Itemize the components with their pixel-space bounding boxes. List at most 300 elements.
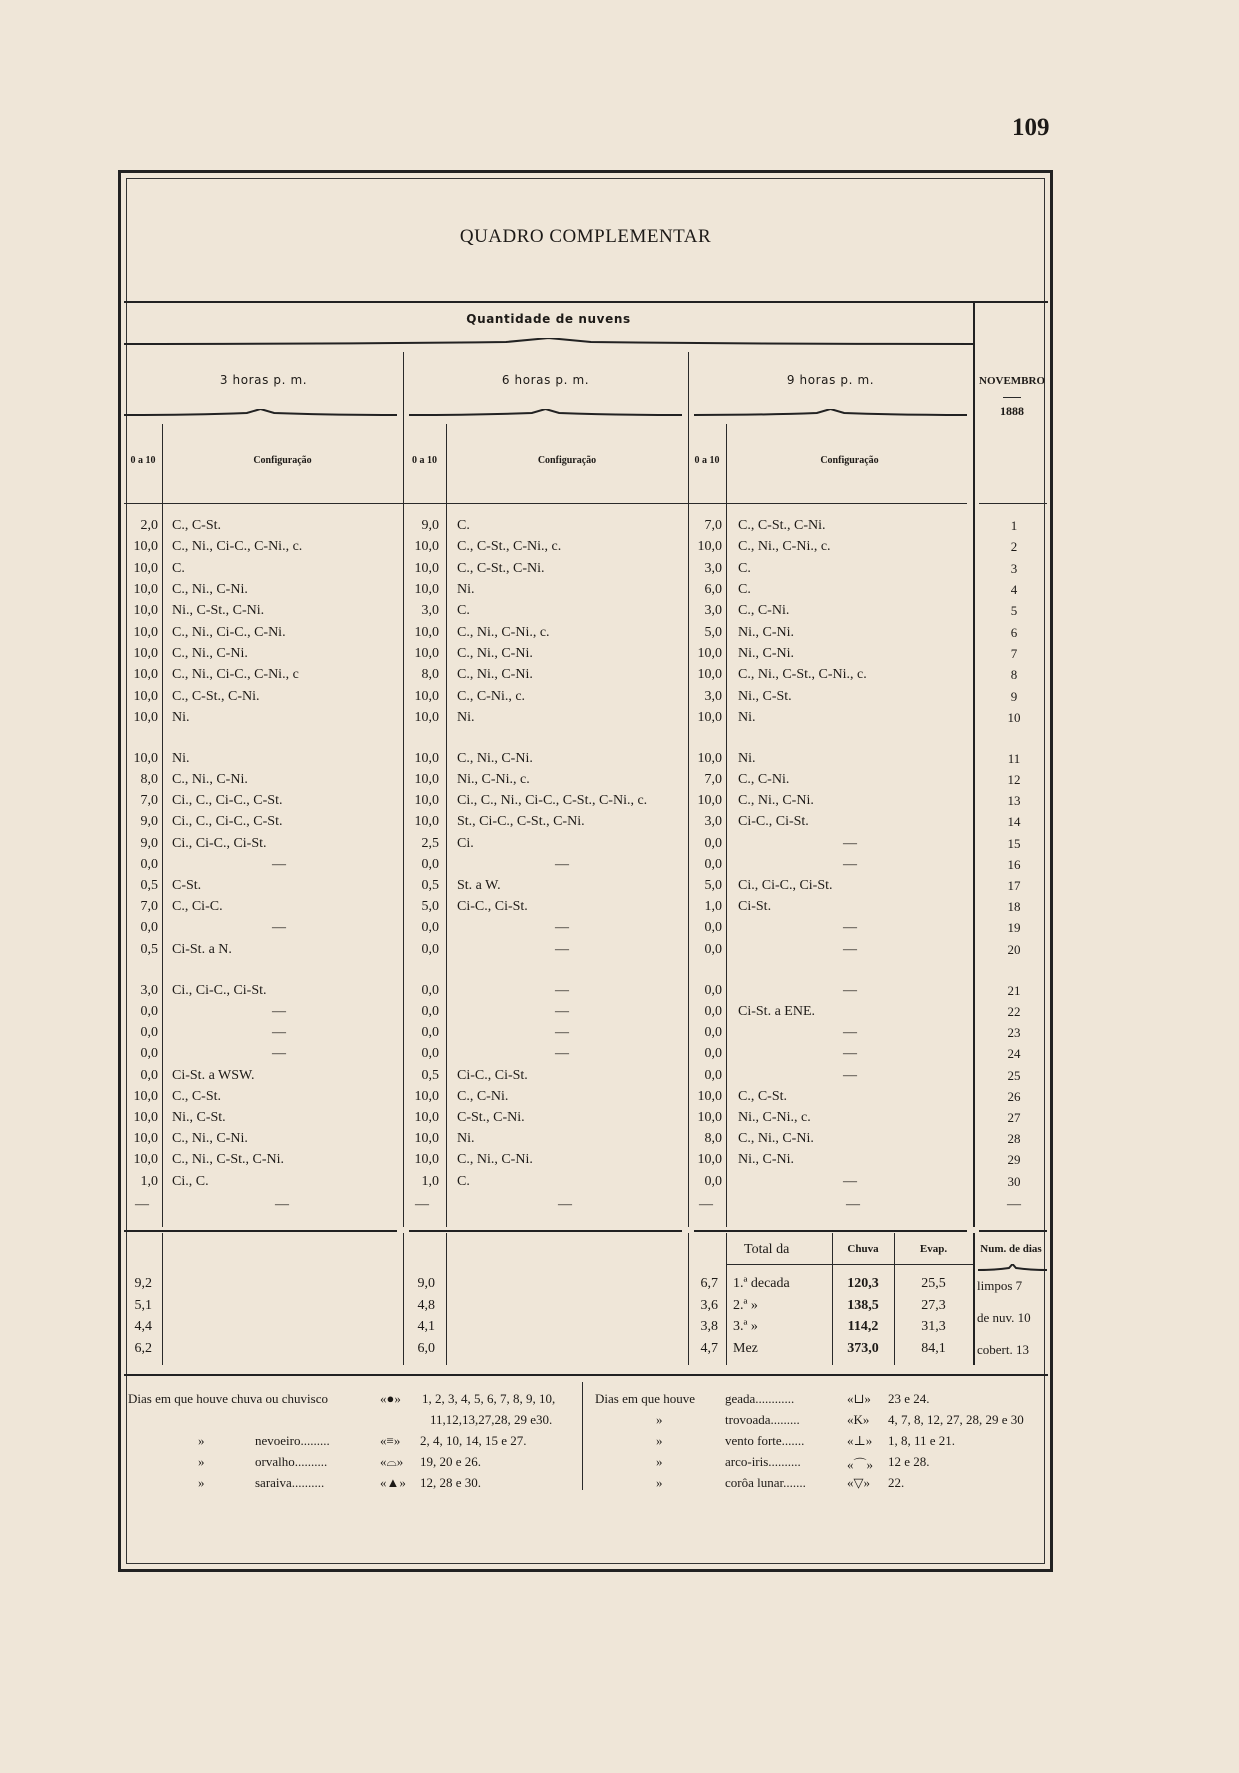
totals-qty-divider-6 bbox=[446, 1233, 447, 1365]
configuration-cell: C., C-St., C-Ni. bbox=[457, 561, 545, 576]
footer-left-symbol: «●» bbox=[380, 1391, 401, 1406]
day-cell: 10 bbox=[1007, 710, 1021, 725]
quantity-cell: 10,0 bbox=[697, 1089, 722, 1104]
totals-rule-a bbox=[124, 1230, 397, 1232]
day-cell: 2 bbox=[1010, 539, 1018, 554]
total-qty-9: 3,8 bbox=[700, 1319, 718, 1334]
configuration-cell: Ci. bbox=[457, 836, 474, 851]
day-cell: 8 bbox=[1010, 667, 1018, 682]
quantity-cell: 5,0 bbox=[704, 625, 722, 640]
configuration-cell: — bbox=[272, 1046, 286, 1061]
quantity-cell: 6,0 bbox=[704, 582, 722, 597]
configuration-cell: C., Ni., C-St., C-Ni., c. bbox=[738, 667, 867, 682]
configuration-cell: Ci., Ci-C., Ci-St. bbox=[738, 878, 833, 893]
quantity-cell: 3,0 bbox=[140, 983, 158, 998]
footer-right-days: 1, 8, 11 e 21. bbox=[888, 1433, 956, 1448]
quantity-cell: 10,0 bbox=[133, 603, 158, 618]
configuration-cell: Ci-St. a WSW. bbox=[172, 1068, 255, 1083]
configuration-cell: C., C-St. bbox=[172, 518, 222, 533]
footer-left-symbol: «≡» bbox=[380, 1433, 401, 1448]
time-header-3: 3 horas p. m. bbox=[219, 373, 308, 387]
day-cell: 16 bbox=[1007, 857, 1021, 872]
configuration-cell: Ni., C-St. bbox=[172, 1110, 226, 1125]
dash-cell: — bbox=[1007, 1197, 1021, 1212]
day-cell: 24 bbox=[1007, 1046, 1021, 1061]
quantity-cell: 10,0 bbox=[414, 751, 439, 766]
dash-cell: — bbox=[135, 1197, 149, 1212]
quantity-cell: 10,0 bbox=[414, 793, 439, 808]
quantity-cell: 10,0 bbox=[414, 814, 439, 829]
total-evap: 27,3 bbox=[921, 1298, 946, 1313]
total-qty-6: 6,0 bbox=[417, 1341, 435, 1356]
quantity-cell: 10,0 bbox=[133, 539, 158, 554]
footer-right-prefix: Dias em que houve bbox=[595, 1391, 696, 1406]
footer-left-days: 19, 20 e 26. bbox=[420, 1454, 482, 1469]
configuration-cell: Ci-St. a N. bbox=[172, 942, 232, 957]
quantity-cell: 10,0 bbox=[414, 1152, 439, 1167]
quantity-cell: 10,0 bbox=[414, 561, 439, 576]
configuration-cell: C., C-Ni., c. bbox=[457, 689, 526, 704]
quantity-cell: 10,0 bbox=[133, 1110, 158, 1125]
quantity-cell: 10,0 bbox=[414, 772, 439, 787]
day-cell: 7 bbox=[1010, 646, 1018, 661]
day-cell: 11 bbox=[1007, 751, 1021, 766]
day-cell: 4 bbox=[1010, 582, 1018, 597]
quantity-cell: 3,0 bbox=[704, 561, 722, 576]
subheader-rule bbox=[124, 503, 967, 504]
conf-header-3: Configuração bbox=[253, 455, 312, 466]
day-cell: 23 bbox=[1007, 1025, 1021, 1040]
time-brace-6 bbox=[409, 409, 682, 417]
quantity-cell: 0,0 bbox=[704, 1174, 722, 1189]
chuva-header: Chuva bbox=[847, 1243, 879, 1255]
footer-right-symbol: «⌒» bbox=[847, 1457, 874, 1472]
configuration-cell: Ni., C-Ni. bbox=[738, 646, 794, 661]
footer-left-prefix: » bbox=[198, 1454, 205, 1469]
quantity-cell: 2,5 bbox=[421, 836, 439, 851]
footer-left-prefix: » bbox=[198, 1433, 205, 1448]
configuration-cell: Ni. bbox=[738, 710, 756, 725]
footer-right-days: 4, 7, 8, 12, 27, 28, 29 e 30 bbox=[888, 1412, 1024, 1427]
configuration-cell: C., C-Ni. bbox=[738, 603, 790, 618]
quantity-cell: 10,0 bbox=[414, 646, 439, 661]
configuration-cell: Ci., Ci-C., Ci-St. bbox=[172, 983, 267, 998]
quantity-cell: 0,5 bbox=[421, 878, 439, 893]
total-qty-9: 3,6 bbox=[700, 1298, 718, 1313]
quantity-cell: 0,0 bbox=[140, 920, 158, 935]
total-period-label: Mez bbox=[733, 1341, 758, 1356]
day-cell: 3 bbox=[1010, 561, 1018, 576]
day-cell: 22 bbox=[1007, 1004, 1021, 1019]
quantity-cell: 10,0 bbox=[414, 1110, 439, 1125]
quantity-cell: 3,0 bbox=[704, 689, 722, 704]
configuration-cell: — bbox=[843, 1046, 857, 1061]
totals-rule-d bbox=[979, 1230, 1047, 1232]
total-evap: 25,5 bbox=[921, 1276, 946, 1291]
footer-right-label: geada............ bbox=[725, 1391, 795, 1406]
total-chuva: 373,0 bbox=[847, 1341, 879, 1356]
quantity-cell: 10,0 bbox=[697, 751, 722, 766]
dash-cell: — bbox=[275, 1197, 289, 1212]
quantity-cell: 5,0 bbox=[704, 878, 722, 893]
configuration-cell: — bbox=[843, 983, 857, 998]
configuration-cell: Ci-C., Ci-St. bbox=[738, 814, 809, 829]
qty-divider-6 bbox=[446, 424, 447, 1227]
quantity-cell: 7,0 bbox=[140, 793, 158, 808]
total-period-label: 2.ª » bbox=[733, 1298, 758, 1313]
configuration-cell: C., Ni., C-Ni. bbox=[172, 772, 248, 787]
quantity-cell: 10,0 bbox=[697, 539, 722, 554]
quantity-cell: 0,0 bbox=[704, 1025, 722, 1040]
day-cell: 13 bbox=[1007, 793, 1021, 808]
configuration-cell: Ni. bbox=[738, 751, 756, 766]
configuration-cell: C-St. bbox=[172, 878, 202, 893]
dash-cell: — bbox=[415, 1197, 429, 1212]
quantity-cell: 1,0 bbox=[140, 1174, 158, 1189]
quantity-cell: 10,0 bbox=[414, 1089, 439, 1104]
configuration-cell: — bbox=[272, 1004, 286, 1019]
configuration-cell: C., Ni., C-St., C-Ni. bbox=[172, 1152, 285, 1167]
quantity-cell: 8,0 bbox=[421, 667, 439, 682]
quantity-cell: 10,0 bbox=[133, 667, 158, 682]
quantity-cell: 10,0 bbox=[697, 793, 722, 808]
quantity-cell: 10,0 bbox=[414, 539, 439, 554]
configuration-cell: Ni., C-Ni. bbox=[738, 625, 794, 640]
configuration-cell: C., Ni., C-Ni. bbox=[738, 1131, 814, 1146]
qty-header-9: 0 a 10 bbox=[694, 455, 720, 466]
day-cell: 20 bbox=[1007, 942, 1021, 957]
quantity-cell: 7,0 bbox=[140, 899, 158, 914]
quantity-cell: 0,5 bbox=[140, 942, 158, 957]
configuration-cell: — bbox=[555, 857, 569, 872]
day-cell: 1 bbox=[1010, 518, 1018, 533]
configuration-cell: Ni. bbox=[172, 751, 190, 766]
day-cell: 21 bbox=[1007, 983, 1021, 998]
configuration-cell: Ci., C., Ci-C., C-St. bbox=[172, 793, 283, 808]
quantity-cell: 0,5 bbox=[140, 878, 158, 893]
quantity-cell: 3,0 bbox=[421, 603, 439, 618]
quantity-cell: 10,0 bbox=[133, 689, 158, 704]
dash-cell: — bbox=[699, 1197, 713, 1212]
configuration-cell: — bbox=[555, 942, 569, 957]
configuration-cell: C., Ni., C-Ni., c. bbox=[457, 625, 550, 640]
dias-cobertos: cobert. 13 bbox=[977, 1342, 1029, 1357]
group-brace bbox=[124, 338, 973, 346]
dias-limpos: limpos 7 bbox=[977, 1278, 1023, 1293]
configuration-cell: C., C-St., C-Ni. bbox=[738, 518, 826, 533]
time-header-6: 6 horas p. m. bbox=[501, 373, 590, 387]
configuration-cell: C., Ni., Ci-C., C-Ni., c bbox=[172, 667, 299, 682]
footer-right-prefix: » bbox=[656, 1433, 663, 1448]
totals-rule-b bbox=[409, 1230, 682, 1232]
conf-header-9: Configuração bbox=[820, 455, 879, 466]
configuration-cell: C. bbox=[738, 582, 751, 597]
configuration-cell: C., Ni., Ci-C., C-Ni. bbox=[172, 625, 286, 640]
quantity-cell: 0,0 bbox=[421, 1046, 439, 1061]
configuration-cell: C., C-Ni. bbox=[457, 1089, 509, 1104]
footer-right-label: corôa lunar....... bbox=[725, 1475, 806, 1490]
quantity-cell: 0,0 bbox=[421, 1025, 439, 1040]
configuration-cell: Ci-St. a ENE. bbox=[738, 1004, 815, 1019]
configuration-cell: C., C-St. bbox=[738, 1089, 788, 1104]
configuration-cell: C. bbox=[457, 518, 470, 533]
qty-divider-9 bbox=[726, 424, 727, 1227]
quantity-cell: 0,0 bbox=[704, 1068, 722, 1083]
subheader-rule-month bbox=[979, 503, 1047, 504]
quantity-cell: 10,0 bbox=[133, 646, 158, 661]
quantity-cell: 0,5 bbox=[421, 1068, 439, 1083]
total-qty-6: 9,0 bbox=[417, 1276, 435, 1291]
footer-rule bbox=[124, 1374, 1048, 1376]
configuration-cell: C. bbox=[457, 1174, 470, 1189]
footer-right-days: 22. bbox=[888, 1475, 905, 1490]
num-dias-header: Num. de dias bbox=[980, 1243, 1042, 1255]
quantity-cell: 0,0 bbox=[704, 1046, 722, 1061]
day-cell: 28 bbox=[1007, 1131, 1021, 1146]
day-cell: 29 bbox=[1007, 1152, 1021, 1167]
quantity-cell: 9,0 bbox=[140, 836, 158, 851]
quantity-cell: 0,0 bbox=[704, 857, 722, 872]
total-period-label: 1.ª decada bbox=[733, 1276, 790, 1291]
configuration-cell: C. bbox=[172, 561, 185, 576]
total-chuva: 138,5 bbox=[847, 1298, 879, 1313]
quantity-cell: 10,0 bbox=[133, 1131, 158, 1146]
footer-right-symbol: «⊥» bbox=[847, 1433, 873, 1448]
configuration-cell: St., Ci-C., C-St., C-Ni. bbox=[457, 814, 585, 829]
quantity-cell: 7,0 bbox=[704, 772, 722, 787]
total-qty-3: 5,1 bbox=[134, 1298, 152, 1313]
quantity-cell: 10,0 bbox=[697, 1152, 722, 1167]
page-title: QUADRO COMPLEMENTAR bbox=[459, 226, 712, 247]
totals-qty-divider-3 bbox=[162, 1233, 163, 1365]
footer-right-label: arco-iris.......... bbox=[725, 1454, 801, 1469]
footer-right-prefix: » bbox=[656, 1475, 663, 1490]
quantity-cell: 10,0 bbox=[697, 646, 722, 661]
quantity-cell: 8,0 bbox=[140, 772, 158, 787]
quantity-cell: 0,0 bbox=[140, 857, 158, 872]
quantity-cell: 2,0 bbox=[140, 518, 158, 533]
configuration-cell: — bbox=[843, 1025, 857, 1040]
quantity-cell: 9,0 bbox=[140, 814, 158, 829]
quantity-cell: 10,0 bbox=[697, 667, 722, 682]
quantity-cell: 0,0 bbox=[421, 983, 439, 998]
configuration-cell: — bbox=[843, 942, 857, 957]
qty-divider-3 bbox=[162, 424, 163, 1227]
quantity-cell: 5,0 bbox=[421, 899, 439, 914]
header-rule bbox=[124, 301, 1048, 303]
num-dias-brace bbox=[978, 1264, 1047, 1272]
total-qty-3: 6,2 bbox=[134, 1341, 152, 1356]
day-cell: 9 bbox=[1010, 689, 1018, 704]
configuration-cell: C., Ni., C-Ni. bbox=[738, 793, 814, 808]
footer-right-symbol: «⊔» bbox=[847, 1391, 871, 1406]
day-cell: 6 bbox=[1010, 625, 1018, 640]
configuration-cell: C., Ni., Ci-C., C-Ni., c. bbox=[172, 539, 303, 554]
configuration-cell: Ci., C., Ci-C., C-St. bbox=[172, 814, 283, 829]
quantity-cell: 1,0 bbox=[704, 899, 722, 914]
configuration-cell: C., Ni., C-Ni. bbox=[457, 667, 533, 682]
configuration-cell: — bbox=[843, 1174, 857, 1189]
quantity-cell: 9,0 bbox=[421, 518, 439, 533]
footer-right-days: 23 e 24. bbox=[888, 1391, 930, 1406]
configuration-cell: C. bbox=[738, 561, 751, 576]
quantity-cell: 0,0 bbox=[421, 942, 439, 957]
day-cell: 15 bbox=[1007, 836, 1021, 851]
month-rule bbox=[1003, 397, 1021, 398]
quantity-cell: 10,0 bbox=[414, 710, 439, 725]
configuration-cell: — bbox=[272, 920, 286, 935]
day-cell: 18 bbox=[1007, 899, 1021, 914]
configuration-cell: C., C-St., C-Ni., c. bbox=[457, 539, 562, 554]
totals-qty-divider-9 bbox=[726, 1233, 727, 1365]
quantity-cell: 0,0 bbox=[140, 1046, 158, 1061]
footer-left-symbol: «⌓» bbox=[380, 1454, 404, 1469]
quantity-cell: 10,0 bbox=[414, 582, 439, 597]
configuration-cell: Ci., C., Ni., Ci-C., C-St., C-Ni., c. bbox=[457, 793, 648, 808]
month-header: NOVEMBRO bbox=[979, 375, 1045, 387]
quantity-cell: 0,0 bbox=[140, 1004, 158, 1019]
footer-right-label: vento forte....... bbox=[725, 1433, 805, 1448]
configuration-cell: — bbox=[272, 1025, 286, 1040]
footer-right-symbol: «K» bbox=[847, 1412, 870, 1427]
footer-left-symbol: «▲» bbox=[380, 1475, 406, 1490]
footer-left-label: orvalho.......... bbox=[255, 1454, 328, 1469]
quantity-cell: 0,0 bbox=[140, 1068, 158, 1083]
totals-rule-c bbox=[694, 1230, 967, 1232]
configuration-cell: C., Ni., C-Ni. bbox=[457, 751, 533, 766]
total-qty-9: 4,7 bbox=[700, 1341, 718, 1356]
quantity-cell: 10,0 bbox=[133, 1089, 158, 1104]
quantity-cell: 10,0 bbox=[133, 625, 158, 640]
configuration-cell: C., C-St. bbox=[172, 1089, 222, 1104]
quantity-cell: 3,0 bbox=[704, 603, 722, 618]
footer-left-label: saraiva.......... bbox=[255, 1475, 325, 1490]
footer-left-days: 12, 28 e 30. bbox=[420, 1475, 482, 1490]
configuration-cell: C., Ni., C-Ni., c. bbox=[738, 539, 831, 554]
quantity-cell: 0,0 bbox=[704, 983, 722, 998]
footer-right-prefix: » bbox=[656, 1454, 663, 1469]
configuration-cell: Ci., Ci-C., Ci-St. bbox=[172, 836, 267, 851]
configuration-cell: C., Ni., C-Ni. bbox=[457, 1152, 533, 1167]
configuration-cell: C., Ni., C-Ni. bbox=[172, 582, 248, 597]
configuration-cell: Ni., C-Ni., c. bbox=[738, 1110, 811, 1125]
total-qty-9: 6,7 bbox=[700, 1276, 718, 1291]
configuration-cell: Ni., C-Ni. bbox=[738, 1152, 794, 1167]
configuration-cell: — bbox=[555, 1046, 569, 1061]
total-qty-6: 4,1 bbox=[417, 1319, 435, 1334]
configuration-cell: — bbox=[555, 1025, 569, 1040]
quantity-cell: 10,0 bbox=[697, 1110, 722, 1125]
footer-left-prefix: » bbox=[198, 1475, 205, 1490]
day-cell: 30 bbox=[1007, 1174, 1021, 1189]
footer-right-symbol: «▽» bbox=[847, 1475, 870, 1490]
day-cell: 14 bbox=[1007, 814, 1021, 829]
day-cell: 26 bbox=[1007, 1089, 1021, 1104]
quantity-cell: 0,0 bbox=[140, 1025, 158, 1040]
configuration-cell: C., Ni., C-Ni. bbox=[172, 1131, 248, 1146]
configuration-cell: C., Ni., C-Ni. bbox=[457, 646, 533, 661]
quantity-cell: 0,0 bbox=[704, 942, 722, 957]
year-header: 1888 bbox=[1000, 404, 1024, 418]
configuration-cell: Ni., C-Ni., c. bbox=[457, 772, 530, 787]
configuration-cell: Ci., C. bbox=[172, 1174, 209, 1189]
quantity-cell: 10,0 bbox=[133, 751, 158, 766]
footer-left-days: 11,12,13,27,28, 29 e30. bbox=[430, 1412, 553, 1427]
quantity-cell: 7,0 bbox=[704, 518, 722, 533]
quantity-cell: 10,0 bbox=[133, 561, 158, 576]
quantity-cell: 0,0 bbox=[421, 857, 439, 872]
quantity-cell: 10,0 bbox=[414, 689, 439, 704]
quantity-cell: 10,0 bbox=[133, 710, 158, 725]
footer-left-days: 2, 4, 10, 14, 15 e 27. bbox=[420, 1433, 527, 1448]
quantity-cell: 0,0 bbox=[421, 1004, 439, 1019]
footer-right-label: trovoada......... bbox=[725, 1412, 800, 1427]
quantity-cell: 0,0 bbox=[704, 836, 722, 851]
column-divider-month bbox=[973, 301, 975, 1227]
time-header-9: 9 horas p. m. bbox=[786, 373, 875, 387]
quantity-cell: 0,0 bbox=[421, 920, 439, 935]
day-cell: 19 bbox=[1007, 920, 1021, 935]
configuration-cell: Ci-C., Ci-St. bbox=[457, 899, 528, 914]
configuration-cell: St. a W. bbox=[457, 878, 501, 893]
configuration-cell: Ni., C-St., C-Ni. bbox=[172, 603, 265, 618]
configuration-cell: Ni. bbox=[457, 710, 475, 725]
totals-label: Total da bbox=[744, 1242, 790, 1257]
footer-divider bbox=[582, 1382, 583, 1490]
quantity-cell: 10,0 bbox=[414, 1131, 439, 1146]
day-cell: 25 bbox=[1007, 1068, 1021, 1083]
qty-header-3: 0 a 10 bbox=[130, 455, 156, 466]
configuration-cell: C., Ci-C. bbox=[172, 899, 223, 914]
footer-left-label: nevoeiro......... bbox=[255, 1433, 330, 1448]
time-brace-3 bbox=[124, 409, 397, 417]
configuration-cell: Ci-St. bbox=[738, 899, 772, 914]
dash-cell: — bbox=[558, 1197, 572, 1212]
day-cell: 12 bbox=[1007, 772, 1021, 787]
dias-nuvens: de nuv. 10 bbox=[977, 1310, 1031, 1325]
qty-header-6: 0 a 10 bbox=[412, 455, 437, 466]
conf-header-6: Configuração bbox=[537, 455, 597, 466]
total-period-label: 3.ª » bbox=[733, 1319, 758, 1334]
quantity-cell: 0,0 bbox=[704, 920, 722, 935]
quantity-cell: 10,0 bbox=[697, 710, 722, 725]
quantity-cell: 10,0 bbox=[414, 625, 439, 640]
configuration-cell: C-St., C-Ni. bbox=[457, 1110, 525, 1125]
day-cell: 27 bbox=[1007, 1110, 1021, 1125]
group-header: Quantidade de nuvens bbox=[466, 312, 631, 326]
footer-right-days: 12 e 28. bbox=[888, 1454, 930, 1469]
footer-right-prefix: » bbox=[656, 1412, 663, 1427]
evap-header: Evap. bbox=[919, 1243, 948, 1255]
quantity-cell: 8,0 bbox=[704, 1131, 722, 1146]
configuration-cell: Ni. bbox=[457, 582, 475, 597]
configuration-cell: — bbox=[843, 836, 857, 851]
total-chuva: 120,3 bbox=[847, 1276, 879, 1291]
configuration-cell: — bbox=[555, 983, 569, 998]
configuration-cell: — bbox=[843, 1068, 857, 1083]
time-brace-9 bbox=[694, 409, 967, 417]
total-qty-3: 9,2 bbox=[134, 1276, 152, 1291]
configuration-cell: Ni. bbox=[457, 1131, 475, 1146]
total-evap: 84,1 bbox=[921, 1341, 946, 1356]
configuration-cell: C. bbox=[457, 603, 470, 618]
quantity-cell: 10,0 bbox=[133, 582, 158, 597]
configuration-cell: C., Ni., C-Ni. bbox=[172, 646, 248, 661]
configuration-cell: — bbox=[843, 920, 857, 935]
configuration-cell: C., C-St., C-Ni. bbox=[172, 689, 260, 704]
total-qty-3: 4,4 bbox=[134, 1319, 152, 1334]
dash-cell: — bbox=[846, 1197, 860, 1212]
